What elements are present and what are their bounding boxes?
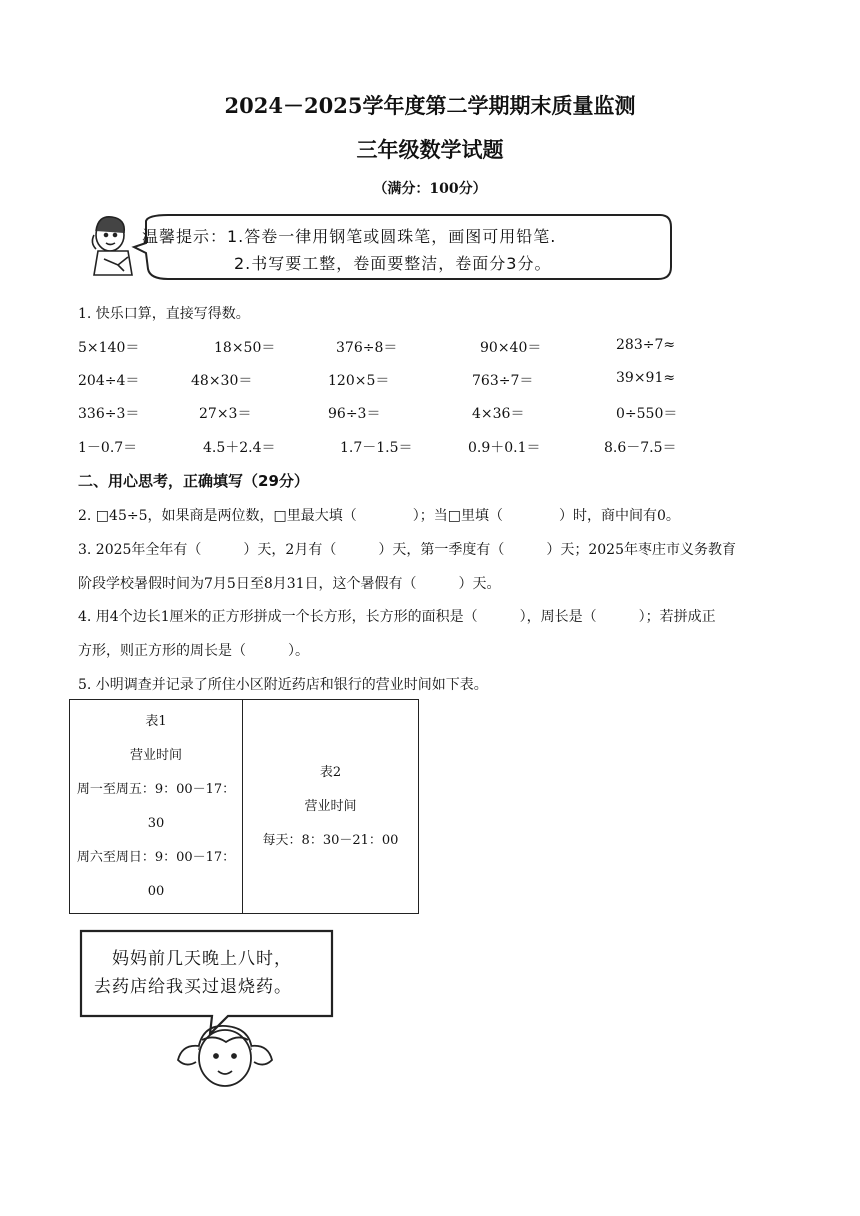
- calc-item: 204÷4＝: [78, 373, 140, 389]
- table1-title: 表1: [145, 713, 167, 729]
- q4-line-1: 4. 用4个边长1厘米的正方形拼成一个长方形，长方形的面积是（ ），周长是（ ）；若拼成正: [78, 609, 716, 625]
- calc-item: 8.6－7.5＝: [604, 440, 677, 456]
- bank-hours-cell: [243, 700, 419, 914]
- business-hours-table: [69, 699, 419, 914]
- speech-line-2: 去药店给我买过退烧药。: [94, 977, 292, 997]
- score-note: （满分：100分）: [373, 181, 487, 197]
- girl-writing-icon: [92, 217, 132, 275]
- calc-item: 0÷550＝: [616, 406, 678, 422]
- section-heading: 二、用心思考，正确填写（29分）: [78, 472, 309, 490]
- q3-line-1: 3. 2025年全年有（ ）天，2月有（ ）天，第一季度有（ ）天；2025年枣庄市义务教育: [78, 542, 736, 558]
- calc-item: 763÷7＝: [472, 373, 534, 389]
- calc-item: 96÷3＝: [328, 406, 381, 422]
- table2-line: 每天：8：30－21：00: [262, 832, 399, 848]
- q1-heading: 1. 快乐口算，直接写得数。: [78, 306, 250, 322]
- calc-item: 4.5＋2.4＝: [203, 440, 276, 456]
- table1-line: 周六至周日：9：00－17：: [76, 849, 236, 865]
- calc-item: 4×36＝: [472, 406, 525, 422]
- calc-item: 27×3＝: [199, 406, 252, 422]
- q2-text: 2. □45÷5，如果商是两位数，□里最大填（ ）；当□里填（ ）时，商中间有0。: [78, 508, 680, 524]
- calc-item: 376÷8＝: [336, 340, 398, 356]
- table1-line: 30: [147, 815, 165, 831]
- table1-line: 周一至周五：9：00－17：: [76, 781, 236, 797]
- tip-line-2: 2.书写要工整，卷面要整洁，卷面分3分。: [234, 254, 552, 273]
- calc-item: 48×30＝: [191, 373, 253, 389]
- q4-line-2: 方形，则正方形的周长是（ ）。: [78, 643, 309, 659]
- girl-face-icon: [178, 1026, 272, 1086]
- tip-line-1: 温馨提示：1.答卷一律用钢笔或圆珠笔，画图可用铅笔.: [142, 227, 557, 246]
- calc-item: 39×91≈: [616, 370, 676, 386]
- q5-text: 5. 小明调查并记录了所住小区附近药店和银行的营业时间如下表。: [78, 677, 488, 693]
- calc-item: 1.7－1.5＝: [340, 440, 413, 456]
- exam-subtitle: 三年级数学试题: [356, 137, 504, 162]
- calc-item: 283÷7≈: [616, 337, 676, 353]
- q3-line-2: 阶段学校暑假时间为7月5日至8月31日，这个暑假有（ ）天。: [78, 576, 501, 592]
- calc-item: 0.9＋0.1＝: [468, 440, 541, 456]
- table1-line: 00: [147, 883, 165, 899]
- table1-subtitle: 营业时间: [129, 747, 182, 763]
- speech-line-1: 妈妈前几天晚上八时，: [112, 949, 292, 969]
- table2-subtitle: 营业时间: [304, 798, 357, 814]
- table2-title: 表2: [319, 764, 342, 780]
- calc-item: 90×40＝: [480, 340, 542, 356]
- calc-item: 336÷3＝: [78, 406, 140, 422]
- exam-title: 2024－2025学年度第二学期期末质量监测: [224, 93, 636, 118]
- calc-item: 1－0.7＝: [78, 440, 138, 456]
- calc-item: 5×140＝: [78, 340, 140, 356]
- pharmacy-hours-cell: [70, 700, 243, 914]
- calc-item: 18×50＝: [214, 340, 276, 356]
- calc-item: 120×5＝: [328, 373, 390, 389]
